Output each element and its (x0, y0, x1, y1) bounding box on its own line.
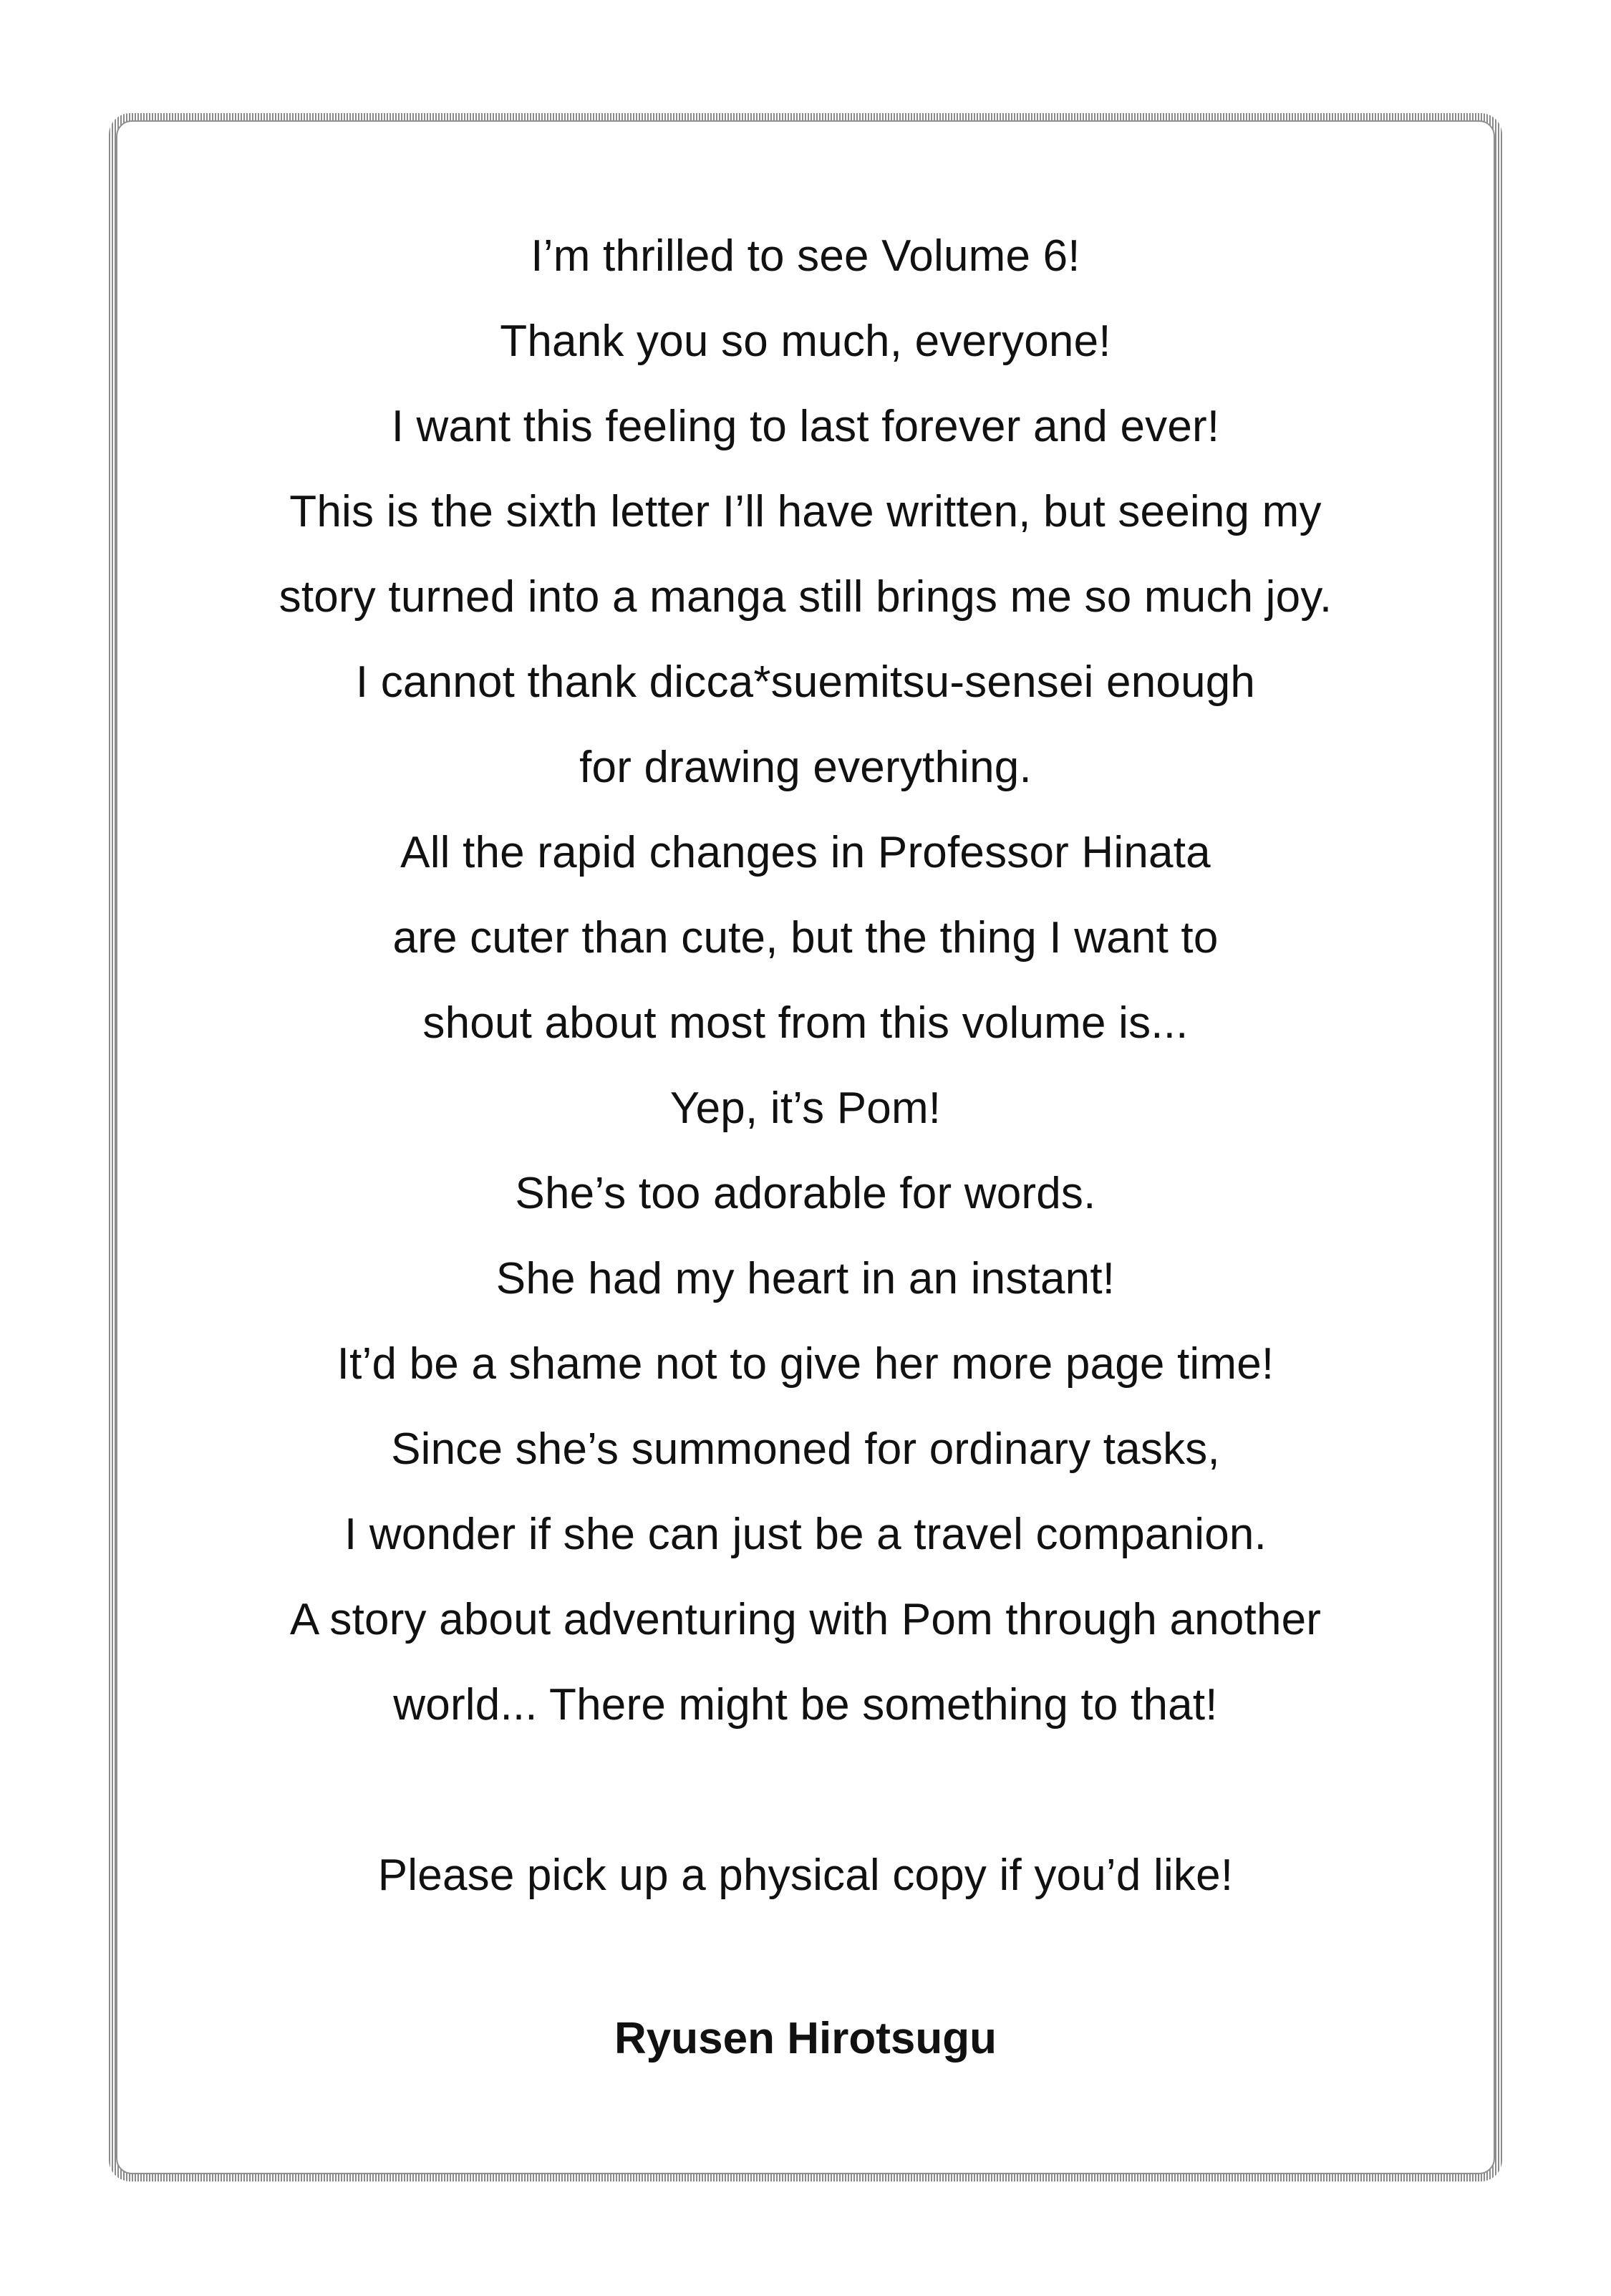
author-signature: Ryusen Hirotsugu (614, 2014, 997, 2063)
letter-line: All the rapid changes in Professor Hinata (400, 828, 1211, 877)
letter-line: I want this feeling to last forever and ever! (391, 402, 1220, 451)
letter-line: for drawing everything. (579, 743, 1032, 792)
closing-line: Please pick up a physical copy if you’d like! (377, 1851, 1234, 1900)
letter-line: I cannot thank dicca*suemitsu-sensei enough (355, 657, 1256, 707)
letter-line: shout about most from this volume is... (422, 998, 1189, 1048)
letter-line: This is the sixth letter I’ll have written, but seeing my (289, 487, 1322, 536)
letter-line: Since she’s summoned for ordinary tasks, (391, 1424, 1220, 1474)
letter-line: world... There might be something to that! (393, 1680, 1218, 1730)
letter-line: A story about adventuring with Pom through another (289, 1595, 1322, 1644)
letter-line: I wonder if she can just be a travel companion. (344, 1510, 1267, 1559)
letter-line: I’m thrilled to see Volume 6! (531, 231, 1080, 281)
letter-line: Thank you so much, everyone! (500, 317, 1111, 366)
letter-line: She’s too adorable for words. (515, 1169, 1096, 1218)
letter-line: She had my heart in an instant! (495, 1254, 1116, 1303)
letter-line: are cuter than cute, but the thing I want to (392, 913, 1219, 963)
letter-line: It’d be a shame not to give her more page time! (337, 1339, 1274, 1389)
letter-line: story turned into a manga still brings me so much joy. (279, 572, 1332, 622)
letter-line: Yep, it’s Pom! (669, 1084, 942, 1133)
